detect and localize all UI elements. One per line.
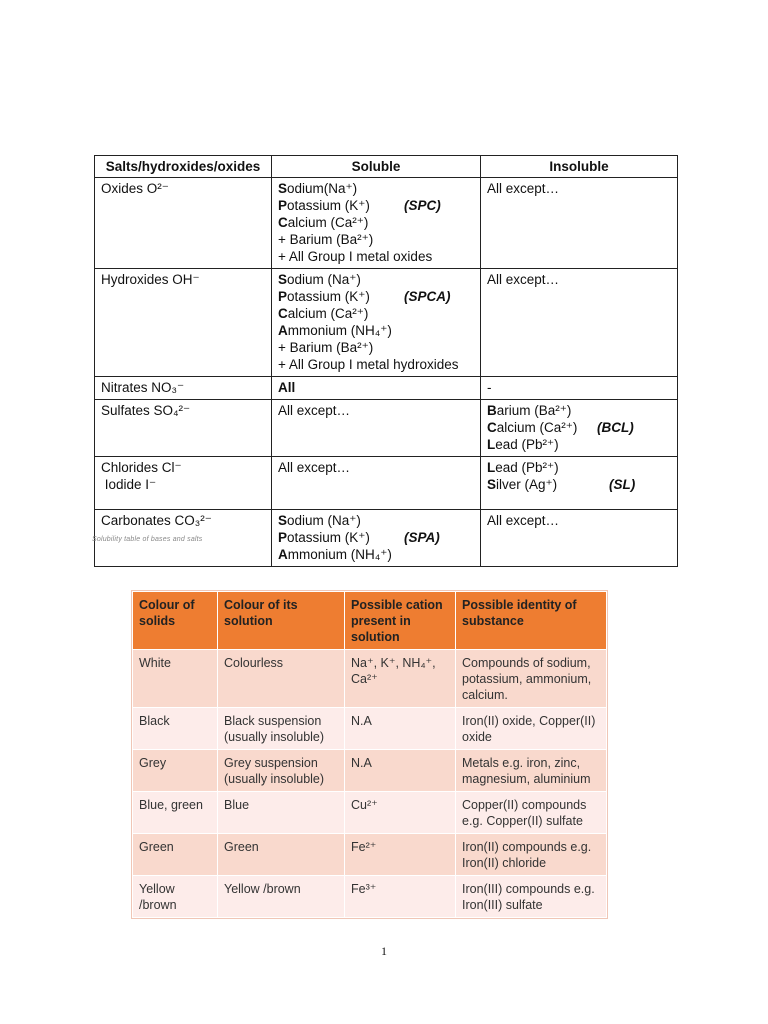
line-text: odium(Na⁺) [287,181,358,196]
line-text: odium (Na⁺) [287,513,361,528]
table-row [133,750,607,792]
colour-table-cell: N.A [345,708,456,750]
initial-letter: P [278,198,288,213]
line-text: ilver (Ag⁺) [496,477,558,492]
soluble-cell [272,269,481,377]
header-possible-identity: Possible identity of substance [456,592,607,650]
soluble-cell [272,457,481,510]
colour-table-cell: Compounds of sodium, potassium, ammonium, calcium. [456,650,607,708]
line-text: alcium (Ca²⁺) [287,306,369,321]
table-caption: Solubility table of bases and salts [92,536,203,543]
initial-letter: L [487,437,496,452]
colour-table-cell: Copper(II) compounds e.g. Copper(II) sulfate [456,792,607,834]
initial-letter: A [278,547,288,562]
mnemonic-tag: (SPA) [404,530,440,545]
soluble-cell [272,178,481,269]
header-salts: Salts/hydroxides/oxides [95,156,272,178]
colour-table-cell: Iron(II) compounds e.g. Iron(II) chloride [456,834,607,876]
line-text: otassium (K⁺) [287,198,370,213]
initial-letter: P [278,530,288,545]
cell-line [278,546,474,563]
initial-letter: S [487,477,497,492]
cell-line [487,419,671,436]
colour-table-cell: Yellow /brown [218,876,345,918]
line-text: All except… [278,460,351,475]
line-text: + All Group I metal hydroxides [278,357,459,372]
line-text: arium (Ba²⁺) [496,403,572,418]
insoluble-cell [481,457,678,510]
cell-line [487,436,671,453]
initial-letter: C [278,215,288,230]
colour-table-cell: Metals e.g. iron, zinc, magnesium, aluminium [456,750,607,792]
colour-table-cell: Grey [133,750,218,792]
cell-line [278,305,474,322]
line-text: alcium (Ca²⁺) [287,215,369,230]
line-text: otassium (K⁺) [287,289,370,304]
colour-table-cell: Black suspension (usually insoluble) [218,708,345,750]
table-row [95,400,678,457]
colour-table-cell: Blue, green [133,792,218,834]
cell-line [487,379,671,396]
line-text: ead (Pb²⁺) [495,437,559,452]
line-text: mmonium (NH₄⁺) [287,323,392,338]
line-text: + Barium (Ba²⁺) [278,340,374,355]
table-row [95,377,678,400]
table-row [95,269,678,377]
soluble-cell [272,400,481,457]
colour-table-cell: Grey suspension (usually insoluble) [218,750,345,792]
mnemonic-tag: (BCL) [597,420,634,435]
initial-letter: S [278,181,288,196]
line-text: + Barium (Ba²⁺) [278,232,374,247]
line-text: odium (Na⁺) [287,272,361,287]
cell-line [278,197,474,214]
soluble-cell [272,377,481,400]
colour-table-cell: Colourless [218,650,345,708]
table-row [95,178,678,269]
colour-table-cell: Na⁺, K⁺, NH₄⁺, Ca²⁺ [345,650,456,708]
colour-table-cell: Yellow /brown [133,876,218,918]
initial-letter: L [487,460,496,475]
solubility-header-row [95,156,678,178]
initial-letter: C [487,420,497,435]
colour-table-cell: Iron(II) oxide, Copper(II) oxide [456,708,607,750]
cell-line [278,322,474,339]
insoluble-cell [481,178,678,269]
cell-line [278,271,474,288]
cell-line [278,529,474,546]
line-text: All except… [487,513,560,528]
soluble-cell [272,510,481,567]
initial-letter: S [278,272,288,287]
cell-line [487,512,671,529]
line-text: otassium (K⁺) [287,530,370,545]
solubility-table [94,155,678,567]
cell-line [278,459,474,476]
cell-line [278,339,474,356]
colour-table-cell: Fe²⁺ [345,834,456,876]
salt-cell: Nitrates NO₃⁻ [95,377,272,400]
salt-cell: Sulfates SO₄²⁻ [95,400,272,457]
insoluble-cell [481,269,678,377]
page-number: 1 [381,944,387,958]
line-text: All except… [487,272,560,287]
header-insoluble: Insoluble [481,156,678,178]
salt-cell: Oxides O²⁻ [95,178,272,269]
header-possible-cation: Possible cation present in solution [345,592,456,650]
initial-letter: C [278,306,288,321]
cell-line [278,214,474,231]
cell-line [487,402,671,419]
cell-line [487,476,671,493]
colour-table-cell: Cu²⁺ [345,792,456,834]
colour-table-cell: Iron(III) compounds e.g. Iron(III) sulfate [456,876,607,918]
insoluble-cell [481,510,678,567]
line-text: + All Group I metal oxides [278,249,433,264]
table-row [95,457,678,510]
mnemonic-tag: (SPC) [404,198,441,213]
cell-line [487,271,671,288]
cell-line [278,231,474,248]
colour-table-cell: Black [133,708,218,750]
line-text: - [487,380,492,395]
initial-letter: S [278,513,288,528]
cell-line [487,459,671,476]
line-text: alcium (Ca²⁺) [496,420,578,435]
cell-line [278,180,474,197]
line-text: mmonium (NH₄⁺) [287,547,392,562]
header-soluble: Soluble [272,156,481,178]
colour-table-cell: White [133,650,218,708]
table-row [133,876,607,918]
initial-letter: P [278,289,288,304]
cell-line [278,288,474,305]
cell-line [278,248,474,265]
line-text: ead (Pb²⁺) [495,460,559,475]
colour-table-cell: N.A [345,750,456,792]
colour-table-cell: Green [133,834,218,876]
salt-cell: Hydroxides OH⁻ [95,269,272,377]
table-row [133,792,607,834]
cell-line [278,379,474,396]
cell-line [278,356,474,373]
colour-table-cell: Blue [218,792,345,834]
cell-line [487,180,671,197]
colour-table-cell: Green [218,834,345,876]
table-row [133,708,607,750]
cell-line [278,512,474,529]
header-colour-of-solids: Colour of solids [133,592,218,650]
line-text: All except… [487,181,560,196]
salt-cell: Carbonates CO₃²⁻ [95,510,272,567]
insoluble-cell [481,377,678,400]
initial-letter: All [278,380,296,395]
colour-header-row [133,592,607,650]
colour-table-cell: Fe³⁺ [345,876,456,918]
table-row [133,650,607,708]
table-row [133,834,607,876]
initial-letter: A [278,323,288,338]
mnemonic-tag: (SPCA) [404,289,451,304]
salt-cell: Chlorides Cl⁻ Iodide I⁻ [95,457,272,510]
initial-letter: B [487,403,497,418]
line-text: All except… [278,403,351,418]
colour-table [132,591,607,918]
cell-line [278,402,474,419]
header-colour-of-solution: Colour of its solution [218,592,345,650]
insoluble-cell [481,400,678,457]
mnemonic-tag: (SL) [609,477,636,492]
